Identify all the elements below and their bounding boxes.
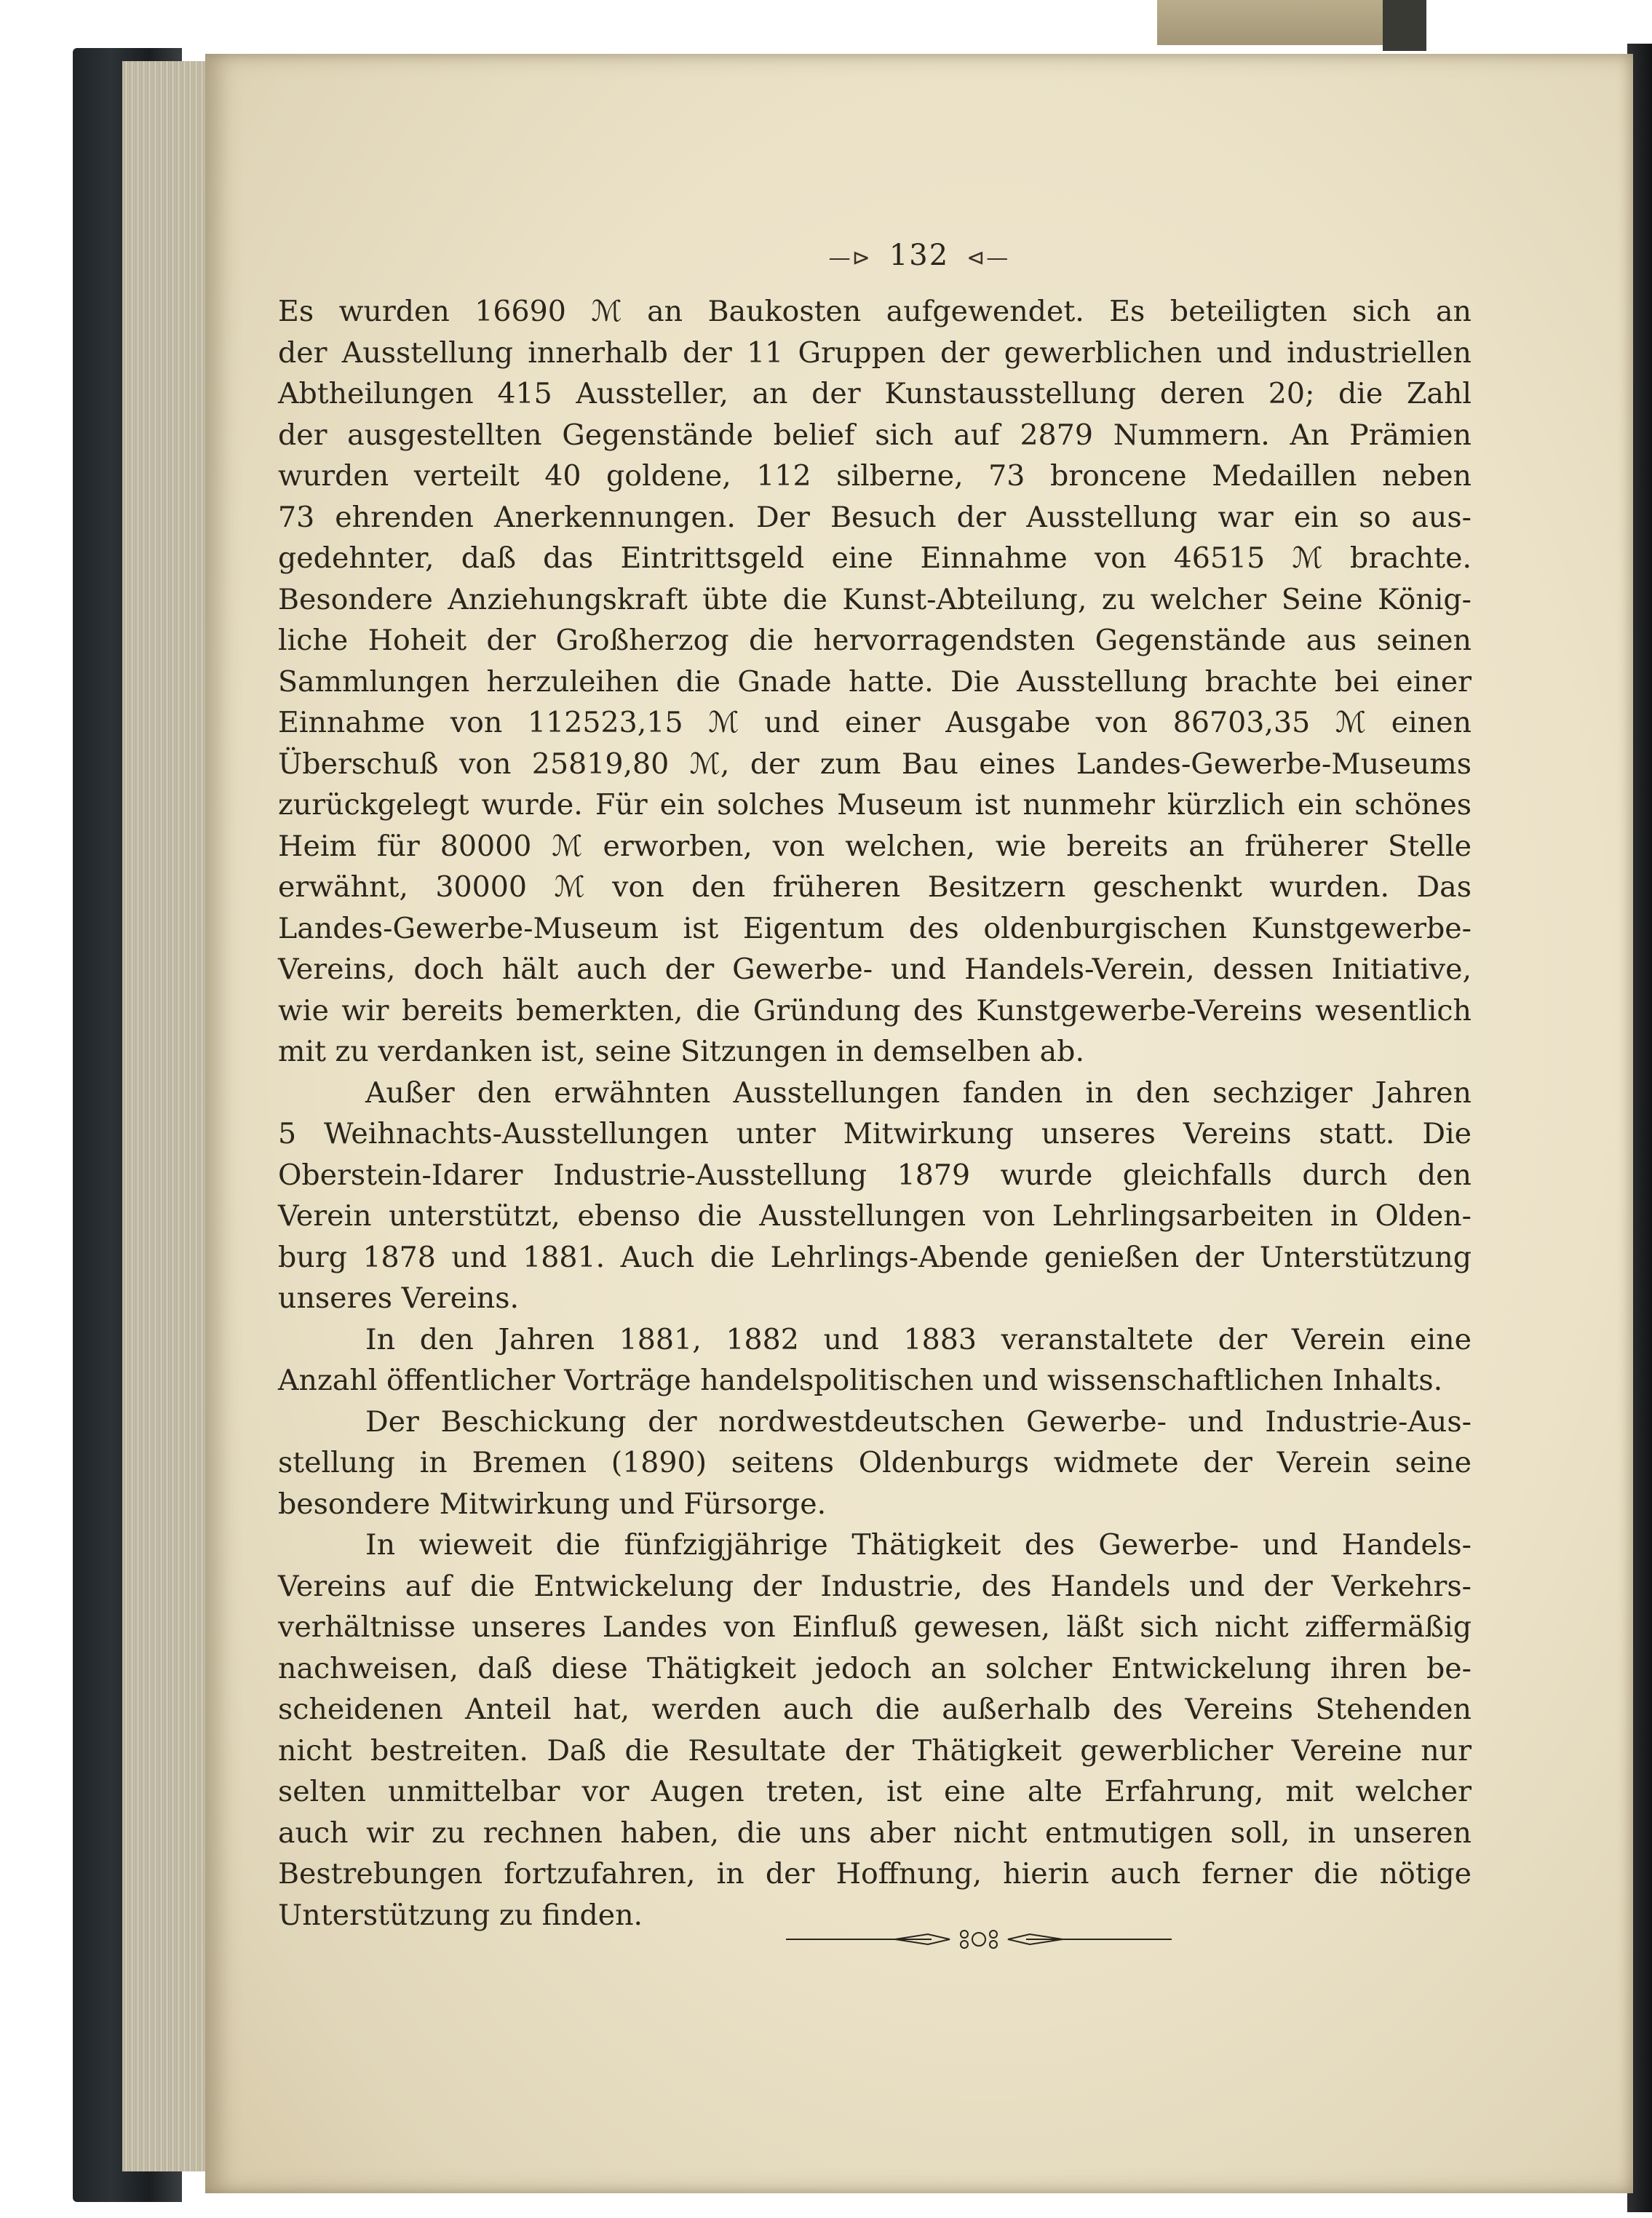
section-divider-ornament-icon [786, 1928, 1172, 1950]
text-line: Oberstein-Idarer Industrie-Ausstellung 1879 wurde gleichfalls durch den [278, 1158, 1472, 1192]
text-line: Unterstützung zu finden. [278, 1898, 643, 1932]
text-line: scheidenen Anteil hat, werden auch die außerhalb des Vereins Stehenden [278, 1693, 1472, 1726]
text-line: Verein unterstützt, ebenso die Ausstellungen von Lehrlingsarbeiten in Olden- [278, 1199, 1472, 1233]
text-line: der Ausstellung innerhalb der 11 Gruppen der gewerblichen und industriellen [278, 335, 1472, 370]
text-line: Besondere Anziehungskraft übte die Kunst-Abteilung, zu welcher Seine König- [278, 582, 1472, 616]
text-line: wie wir bereits bemerkten, die Gründung des Kunstgewerbe-Vereins wesentlich [278, 993, 1472, 1027]
header-ornament-left-icon: —⊳ [828, 245, 872, 271]
body-text [278, 291, 1472, 1936]
bookmark-tab-shadow [1383, 0, 1426, 51]
text-line: Vereins, doch hält auch der Gewerbe- und Handels-Verein, dessen Initiative, [278, 953, 1472, 986]
text-line: nachweisen, daß diese Thätigkeit jedoch an solcher Entwickelung ihren be- [278, 1651, 1472, 1685]
text-line: 73 ehrenden Anerkennungen. Der Besuch der Ausstellung war ein so aus- [278, 500, 1472, 534]
text-line: mit zu verdanken ist, seine Sitzungen in demselben ab. [278, 1035, 1085, 1068]
text-line: erwähnt, 30000 ℳ von den früheren Besitzern geschenkt wurden. Das [278, 870, 1472, 904]
text-line: besondere Mitwirkung und Fürsorge. [278, 1487, 827, 1521]
text-line: Abtheilungen 415 Aussteller, an der Kunstausstellung deren 20; die Zahl [278, 377, 1472, 410]
page-header [205, 239, 1633, 272]
text-line: nicht bestreiten. Daß die Resultate der Thätigkeit gewerblicher Vereine nur [278, 1733, 1472, 1768]
page-number: 132 [889, 239, 950, 272]
text-line: burg 1878 und 1881. Auch die Lehrlings-Abende genießen der Unterstützung [278, 1240, 1472, 1274]
text-line: verhältnisse unseres Landes von Einfluß gewesen, läßt sich nicht ziffermäßig [278, 1610, 1472, 1644]
text-line: Bestrebungen fortzufahren, in der Hoffnung, hierin auch ferner die nötige [278, 1857, 1472, 1891]
text-line: In den Jahren 1881, 1882 und 1883 veranstaltete der Verein eine [365, 1322, 1472, 1356]
bookmark-tab [1157, 0, 1383, 45]
text-line: Überschuß von 25819,80 ℳ, der zum Bau eines Landes-Gewerbe-Museums [278, 747, 1472, 781]
text-line: der ausgestellten Gegenstände belief sich auf 2879 Nummern. An Prämien [278, 418, 1472, 452]
page-edges [122, 61, 217, 2171]
text-line: liche Hoheit der Großherzog die hervorragendsten Gegenstände aus seinen [278, 624, 1472, 657]
text-line: Vereins auf die Entwickelung der Industrie, des Handels und der Verkehrs- [278, 1569, 1472, 1603]
text-line: zurückgelegt wurde. Für ein solches Museum ist nunmehr kürzlich ein schönes [278, 788, 1472, 822]
text-line: In wieweit die fünfzigjährige Thätigkeit des Gewerbe- und Handels- [365, 1528, 1472, 1562]
text-line: Landes-Gewerbe-Museum ist Eigentum des oldenburgischen Kunstgewerbe- [278, 911, 1472, 945]
text-line: Der Beschickung der nordwestdeutschen Gewerbe- und Industrie-Aus- [365, 1404, 1472, 1439]
text-line: auch wir zu rechnen haben, die uns aber nicht entmutigen soll, in unseren [278, 1816, 1472, 1850]
text-line: selten unmittelbar vor Augen treten, ist eine alte Erfahrung, mit welcher [278, 1775, 1472, 1808]
text-line: Anzahl öffentlicher Vorträge handelspolitischen und wissenschaftlichen Inhalts. [278, 1364, 1443, 1397]
text-line: Außer den erwähnten Ausstellungen fanden in den sechziger Jahren [365, 1076, 1472, 1110]
text-line: gedehnter, daß das Eintrittsgeld eine Einnahme von 46515 ℳ brachte. [278, 541, 1472, 575]
text-line: Einnahme von 112523,15 ℳ und einer Ausgabe von 86703,35 ℳ einen [278, 706, 1472, 739]
header-ornament-right-icon: ⊲— [966, 245, 1010, 271]
text-line: unseres Vereins. [278, 1281, 520, 1315]
text-line: Sammlungen herzuleihen die Gnade hatte. Die Ausstellung brachte bei einer [278, 664, 1472, 699]
text-line: 5 Weihnachts-Ausstellungen unter Mitwirkung unseres Vereins statt. Die [278, 1117, 1472, 1150]
text-line: Heim für 80000 ℳ erworben, von welchen, wie bereits an früherer Stelle [278, 829, 1472, 863]
text-line: stellung in Bremen (1890) seitens Oldenburgs widmete der Verein seine [278, 1446, 1472, 1479]
text-line: wurden verteilt 40 goldene, 112 silberne, 73 broncene Medaillen neben [278, 459, 1472, 493]
text-line: Es wurden 16690 ℳ an Baukosten aufgewendet. Es beteiligten sich an [278, 295, 1472, 328]
